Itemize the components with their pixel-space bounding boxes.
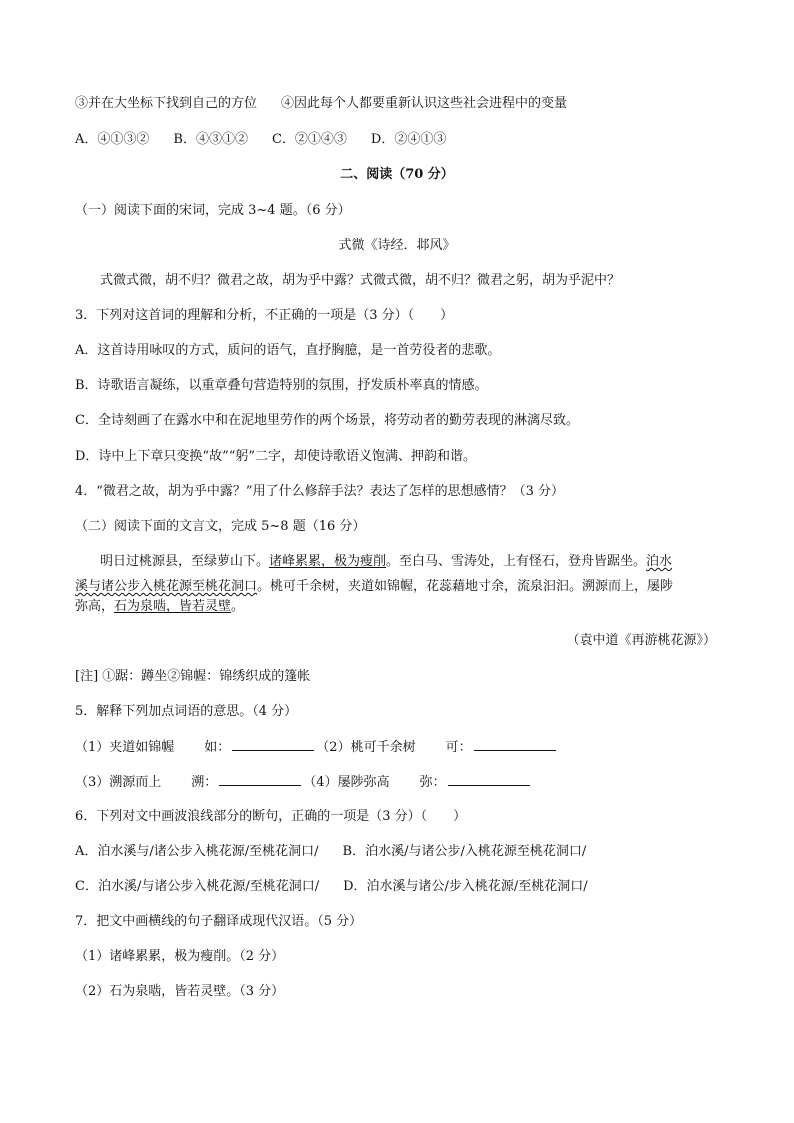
passage-text: 。桃可千余树，夹道如锦幄，花蕊藉地寸余，流泉汩汩。溯源而上，屡陟 [257, 579, 674, 594]
q3-option-b: B．诗歌语言凝练，以重章叠句营造特别的氛围，抒发质朴率真的情感。 [75, 378, 488, 393]
answer-blank-1[interactable] [232, 738, 314, 751]
q6-option-a: A．泊水溪与/诸公步入桃花源/至桃花洞口/ [75, 844, 319, 859]
q5-key-4: 弥： [419, 775, 446, 790]
q6-options-row-1 [75, 843, 586, 861]
q2-choices [75, 131, 446, 149]
choice-b: B．④③①② [173, 132, 248, 147]
passage-line-3 [75, 598, 244, 616]
wavy-segment: 溪与诸公步入桃花源至桃花洞口 [75, 579, 258, 594]
q6-options-row-2 [75, 878, 588, 896]
q7-stem: 7．把文中画横线的句子翻译成现代汉语。（5 分） [75, 914, 363, 929]
option-3: ③并在大坐标下找到自己的方位 [75, 96, 258, 111]
q6-option-b: B．泊水溪/与诸公步/入桃花源至桃花洞口/ [342, 844, 587, 859]
q5-item-4: （4）屡陟弥高 [303, 775, 390, 790]
underlined-sentence-1: 诸峰累累，极为瘦削 [269, 554, 387, 569]
passage-line-1 [100, 553, 672, 571]
q3-option-a: A．这首诗用咏叹的方式，质问的语气，直抒胸臆，是一首劳役者的悲歌。 [75, 343, 501, 358]
passage-text: 。 [231, 599, 245, 614]
q3-option-c: C．全诗刻画了在露水中和在泥地里劳作的两个场景，将劳动者的勤劳表现的淋漓尽致。 [75, 413, 579, 428]
choice-d: D．②④①③ [370, 132, 447, 147]
passage-line-2 [75, 578, 673, 596]
q6-option-d: D．泊水溪与诸公/步入桃花源/至桃花洞口/ [343, 879, 588, 894]
choice-c: C．②①④③ [271, 132, 347, 147]
q3-stem: 3．下列对这首词的理解和分析，不正确的一项是（3 分）（ ） [75, 308, 454, 323]
answer-blank-2[interactable] [474, 738, 556, 751]
passage-source: （袁中道《再游桃花源》） [566, 633, 716, 648]
part2-heading: （二）阅读下面的文言文，完成 5~8 题（16 分） [75, 519, 366, 534]
q5-key-1: 如： [204, 740, 231, 755]
q6-option-c: C．泊水溪/与诸公步入桃花源/至桃花洞口/ [75, 879, 320, 894]
q3-option-d: D．诗中上下章只变换“故”“躬”二字，却使诗歌语义饱满、押韵和谐。 [75, 449, 477, 464]
q7-sentence-1: （1）诸峰累累，极为瘦削。（2 分） [75, 949, 285, 964]
passage-text: 弥高， [75, 599, 115, 614]
answer-blank-3[interactable] [219, 773, 301, 786]
q2-options-line [75, 95, 567, 113]
q4-stem: 4．“微君之故，胡为乎中露？”用了什么修辞手法？表达了怎样的思想感情？（3 分） [75, 484, 564, 499]
q5-key-2: 可： [445, 740, 472, 755]
q5-row-2 [75, 773, 532, 792]
passage-text: 。至白马、雪涛处，上有怪石，登舟皆踞坐。 [386, 554, 647, 569]
q5-row-1 [75, 738, 558, 757]
part1-heading: （一）阅读下面的宋词，完成 3~4 题。（6 分） [75, 203, 351, 218]
passage-text: 明日过桃源县，至绿萝山下。 [100, 554, 270, 569]
section-title: 二、阅读（70 分） [340, 167, 454, 182]
q5-stem: 5．解释下列加点词语的意思。（4 分） [75, 704, 298, 719]
option-4: ④因此每个人都要重新认识这些社会进程中的变量 [281, 96, 568, 111]
poem-text: 式微式微，胡不归？微君之故，胡为乎中露？式微式微，胡不归？微君之躬，胡为乎泥中？ [100, 273, 621, 288]
q7-sentence-2: （2）石为泉啮，皆若灵壁。（3 分） [75, 984, 285, 999]
q5-item-3: （3）溯源而上 [75, 775, 162, 790]
q5-item-2: （2）桃可千余树 [316, 740, 416, 755]
choice-a: A．④①③② [75, 132, 150, 147]
q6-stem: 6．下列对文中画波浪线部分的断句，正确的一项是（3 分）（ ） [75, 809, 467, 824]
poem-title: 式微《诗经．邶风》 [338, 238, 456, 253]
q5-key-3: 溯： [191, 775, 218, 790]
underlined-sentence-2: 石为泉啮，皆若灵壁 [114, 599, 232, 614]
q5-item-1: （1）夹道如锦幄 [75, 740, 175, 755]
wavy-segment: 泊水 [646, 554, 673, 569]
answer-blank-4[interactable] [448, 773, 530, 786]
annotation-note: [注] ①踞：蹲坐②锦幄：锦绣织成的篷帐 [75, 669, 311, 684]
